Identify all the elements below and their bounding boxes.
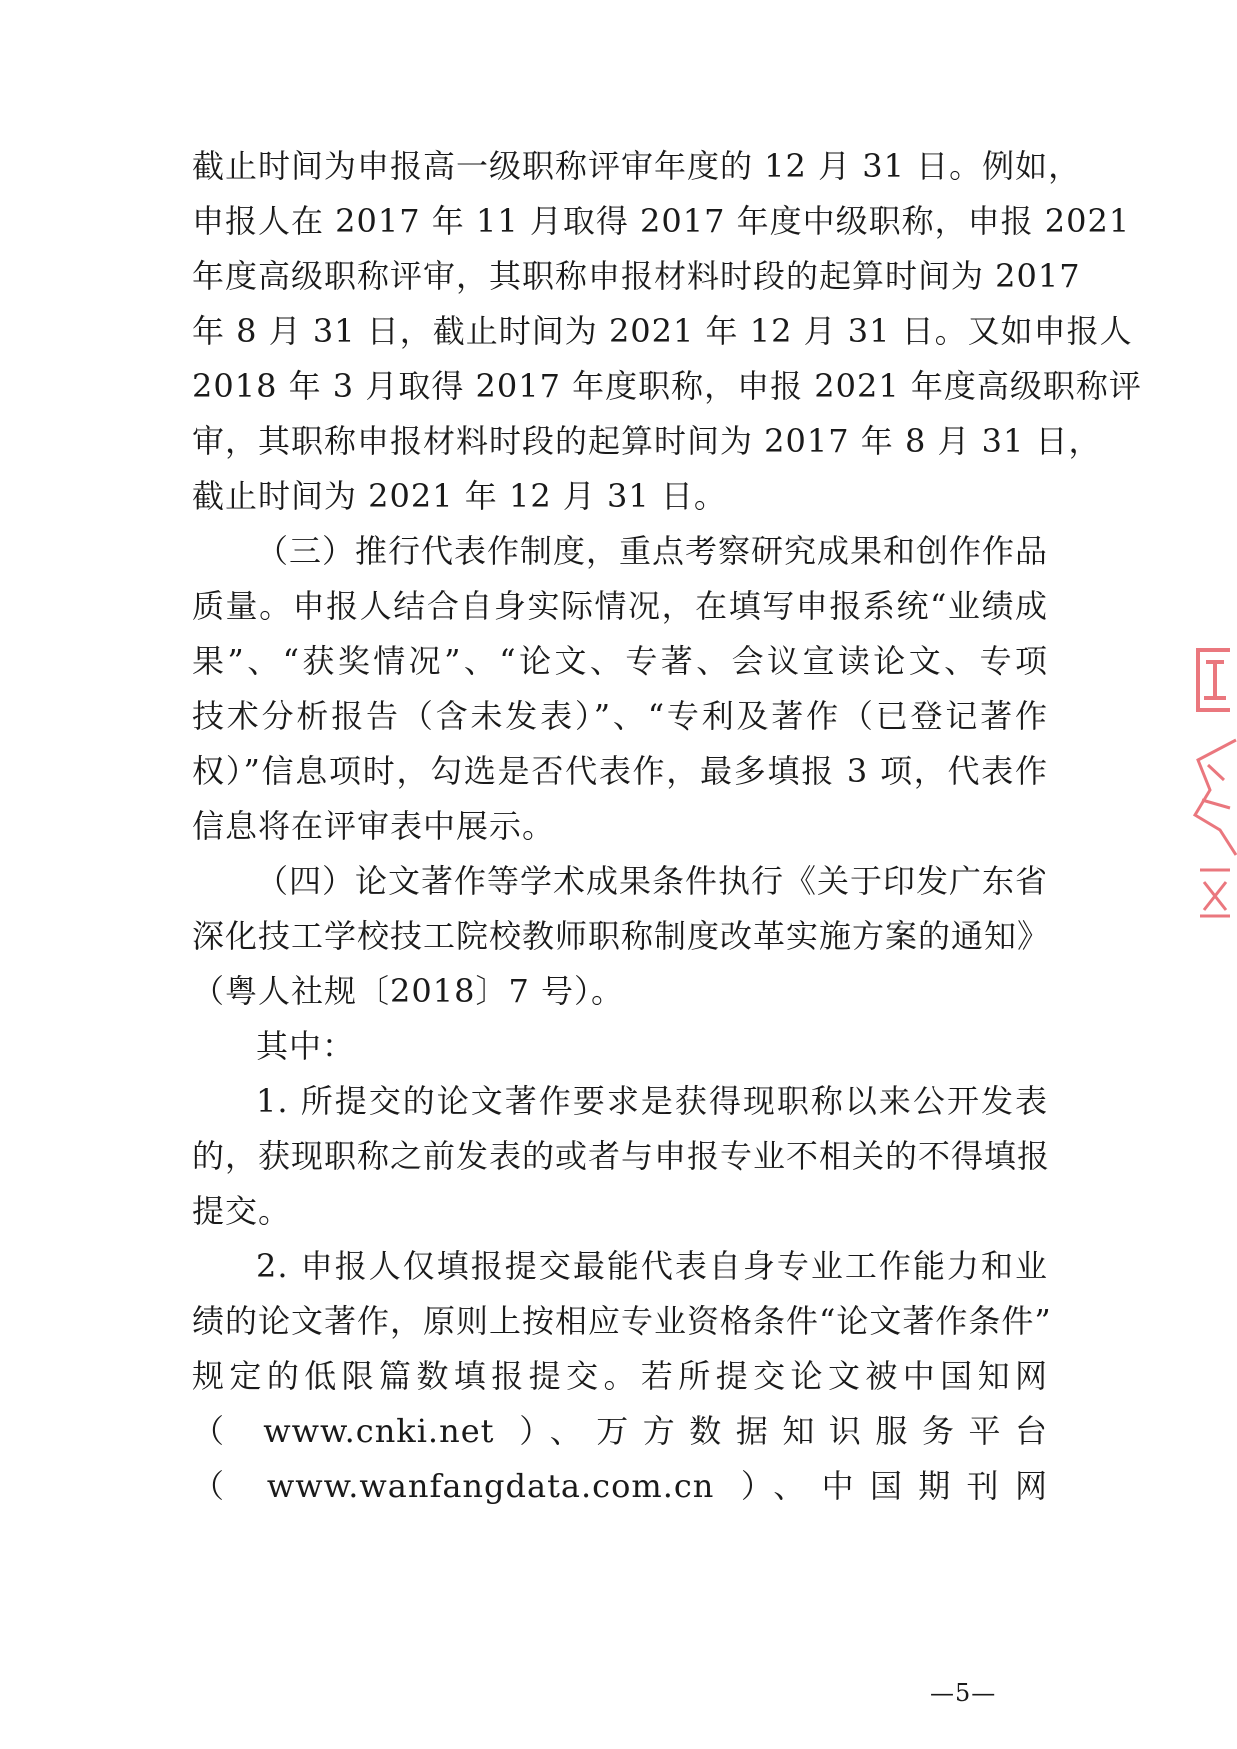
body-line: 申报人在 2017 年 11 月取得 2017 年度中级职称，申报 2021 <box>192 202 1131 240</box>
list-item-1: 1. 所提交的论文著作要求是获得现职称以来公开发表 <box>256 1082 1048 1120</box>
body-line: 质量。申报人结合自身实际情况，在填写申报系统“业绩成 <box>192 587 1048 625</box>
body-line: （粤人社规〔2018〕7 号）。 <box>192 972 624 1010</box>
body-line: 权）”信息项时，勾选是否代表作，最多填报 3 项，代表作 <box>192 752 1048 790</box>
body-line: 的，获现职称之前发表的或者与申报专业不相关的不得填报 <box>192 1137 1051 1175</box>
paragraph-heading-four: （四）论文著作等学术成果条件执行《关于印发广东省 <box>256 862 1049 900</box>
subheading-qizhong: 其中： <box>256 1027 356 1065</box>
body-line: 绩的论文著作，原则上按相应专业资格条件“论文著作条件” <box>192 1302 1052 1340</box>
body-line: （ www.cnki.net ）、万方数据知识服务平台 <box>192 1412 1048 1450</box>
body-line: 截止时间为申报高一级职称评审年度的 12 月 31 日。例如， <box>192 147 1082 185</box>
paragraph-heading-three: （三）推行代表作制度，重点考察研究成果和创作作品 <box>256 532 1049 570</box>
body-line: 技术分析报告（含未发表）”、“专利及著作（已登记著作 <box>192 697 1048 735</box>
body-line: 截止时间为 2021 年 12 月 31 日。 <box>192 477 727 515</box>
body-line: 提交。 <box>192 1192 292 1230</box>
header-bleed-mark <box>510 0 730 24</box>
body-line: 规定的低限篇数填报提交。若所提交论文被中国知网 <box>192 1357 1048 1395</box>
body-line: 2018 年 3 月取得 2017 年度职称，申报 2021 年度高级职称评 <box>192 367 1142 405</box>
body-line: 年 8 月 31 日，截止时间为 2021 年 12 月 31 日。又如申报人 <box>192 312 1133 350</box>
body-line: 年度高级职称评审，其职称申报材料时段的起算时间为 2017 <box>192 257 1081 295</box>
body-line: 果”、“获奖情况”、“论文、专著、会议宣读论文、专项 <box>192 642 1048 680</box>
seal-fragment-icon <box>1190 640 1237 920</box>
body-line: （ www.wanfangdata.com.cn ）、中国期刊网 <box>192 1467 1048 1505</box>
list-item-2: 2. 申报人仅填报提交最能代表自身专业工作能力和业 <box>256 1247 1048 1285</box>
body-line: 深化技工学校技工院校教师职称制度改革实施方案的通知》 <box>192 917 1051 955</box>
body-line: 审，其职称申报材料时段的起算时间为 2017 年 8 月 31 日， <box>192 422 1102 460</box>
page-number: —5— <box>930 1679 997 1707</box>
body-line: 信息将在评审表中展示。 <box>192 807 556 845</box>
